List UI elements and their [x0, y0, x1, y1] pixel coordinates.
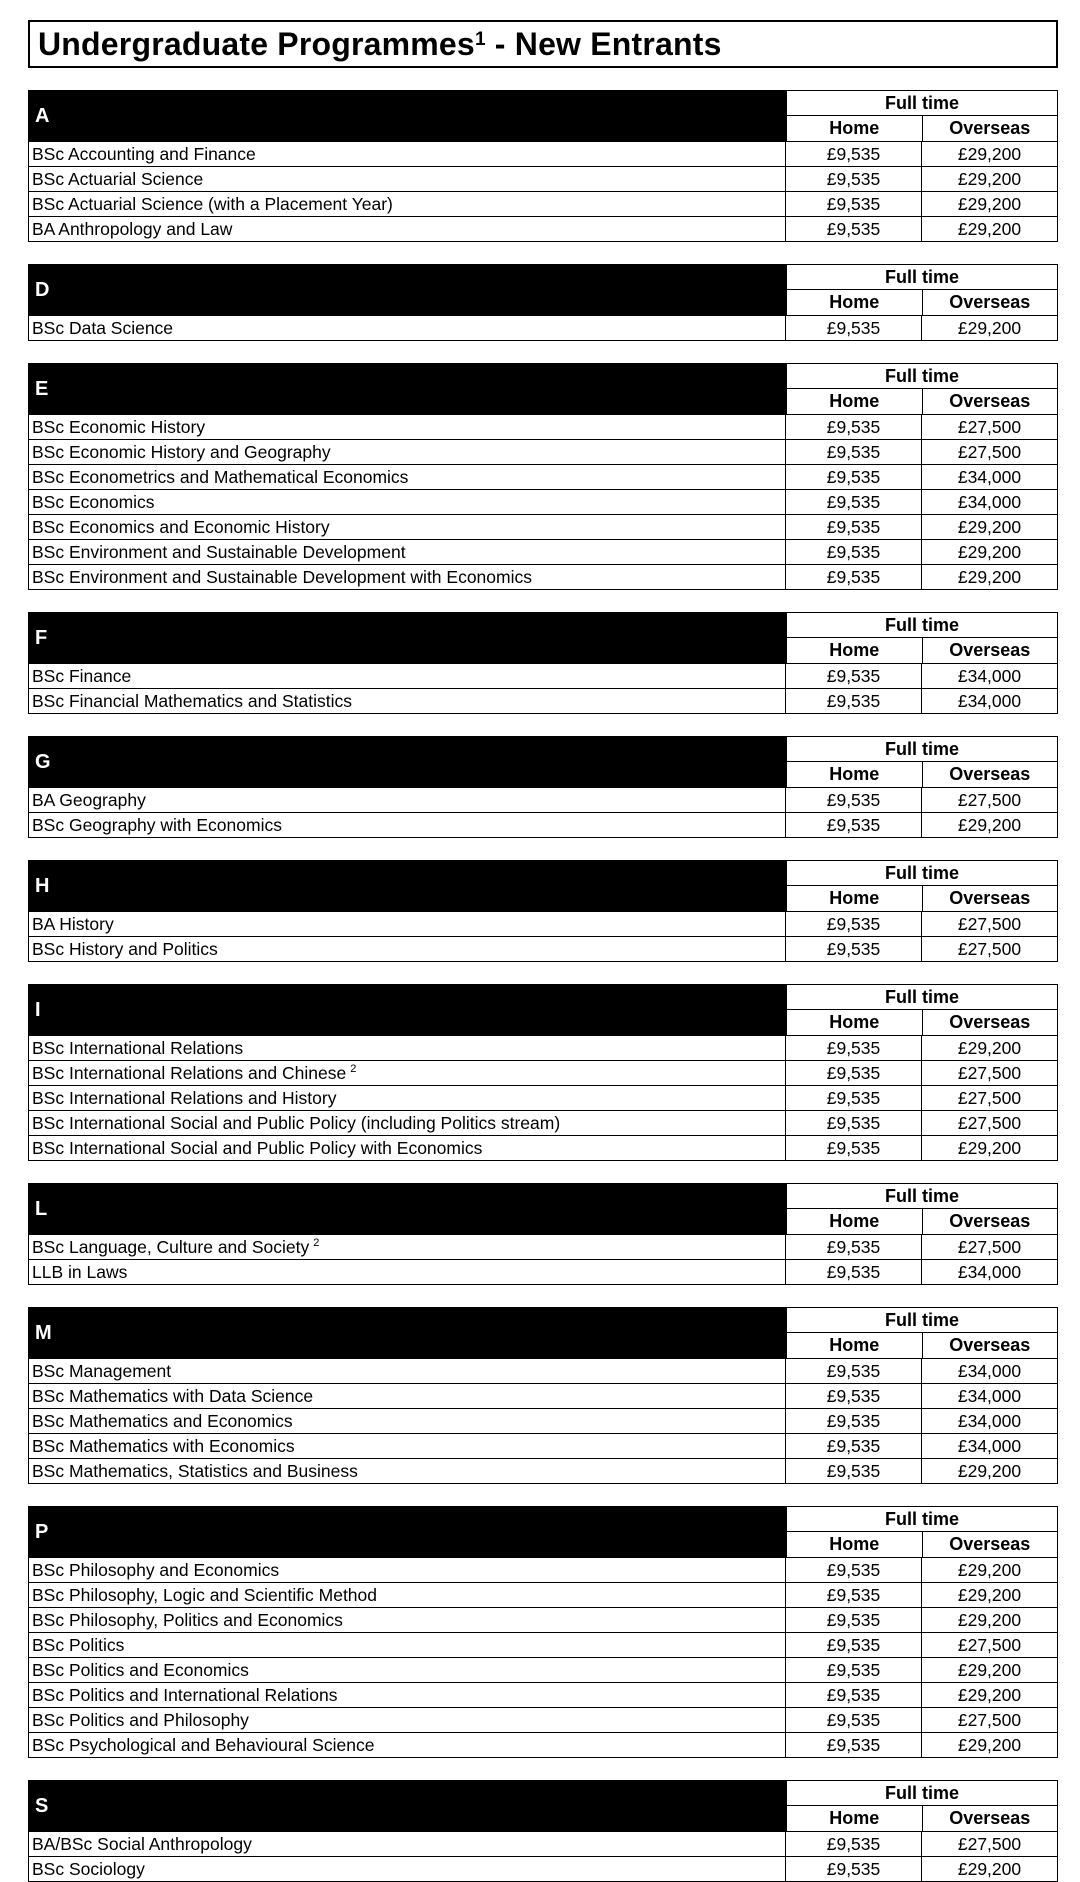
section-letter: A: [29, 91, 786, 141]
overseas-fee: £29,200: [957, 1684, 1022, 1705]
home-fee: £9,535: [786, 1409, 922, 1433]
home-header: Home: [787, 638, 923, 663]
overseas-fee: £29,200: [957, 1734, 1022, 1755]
section-g: [28, 736, 1058, 838]
title-text: Undergraduate Programmes: [38, 25, 475, 62]
overseas-fee: £29,200: [957, 193, 1022, 214]
full-time-header: Full time: [787, 1184, 1057, 1209]
programme-name-cell: [29, 1708, 786, 1732]
overseas-fee: £27,500: [957, 1634, 1022, 1655]
programme-name: BSc Economics: [32, 491, 155, 512]
programme-name: BSc Geography with Economics: [32, 814, 282, 835]
programme-name-cell: [29, 1136, 786, 1160]
programme-name: LLB in Laws: [32, 1261, 128, 1282]
table-row: [29, 1060, 1057, 1085]
table-row: [29, 1657, 1057, 1682]
column-header-group: [786, 737, 1057, 787]
programme-name: BSc Mathematics, Statistics and Business: [32, 1460, 358, 1481]
table-row: [29, 1707, 1057, 1732]
overseas-header: Overseas: [949, 292, 1031, 312]
programme-name: BSc Mathematics with Data Science: [32, 1385, 314, 1406]
programme-name: BA Anthropology and Law: [32, 218, 233, 239]
home-header: Home: [787, 290, 923, 315]
overseas-fee: £27,500: [957, 1062, 1022, 1083]
home-header: Home: [787, 1209, 923, 1234]
overseas-fee: £29,200: [957, 1858, 1022, 1879]
section-l: [28, 1183, 1058, 1285]
section-header: [29, 91, 1057, 141]
home-fee: £9,535: [786, 217, 922, 241]
column-header-group: [786, 364, 1057, 414]
programme-name-cell: [29, 1061, 786, 1085]
table-row: [29, 1408, 1057, 1433]
home-fee: £9,535: [786, 1583, 922, 1607]
home-header: Home: [787, 886, 923, 911]
programme-name-cell: [29, 440, 786, 464]
section-header: [29, 985, 1057, 1035]
programme-name-cell: [29, 1832, 786, 1856]
section-letter: E: [29, 364, 786, 414]
programme-name: BSc Philosophy, Politics and Economics: [32, 1609, 343, 1630]
section-letter: S: [29, 1781, 786, 1831]
overseas-fee: £27,500: [957, 938, 1022, 959]
section-header: [29, 1184, 1057, 1234]
programme-name-cell: [29, 540, 786, 564]
section-header: [29, 364, 1057, 414]
home-fee: £9,535: [786, 664, 922, 688]
table-row: [29, 439, 1057, 464]
programme-name-cell: [29, 217, 786, 241]
programme-name: BA Geography: [32, 789, 146, 810]
programme-name: BSc Politics and International Relations: [32, 1684, 338, 1705]
section-f: [28, 612, 1058, 714]
overseas-fee: £34,000: [957, 1261, 1022, 1282]
programme-name-cell: [29, 1583, 786, 1607]
home-fee: £9,535: [786, 813, 922, 837]
section-i: [28, 984, 1058, 1161]
section-header: [29, 1507, 1057, 1557]
overseas-fee: £34,000: [957, 491, 1022, 512]
overseas-fee: £27,500: [957, 1087, 1022, 1108]
home-fee: £9,535: [786, 912, 922, 936]
home-fee: £9,535: [786, 1434, 922, 1458]
programme-name: BSc Economic History and Geography: [32, 441, 331, 462]
home-fee: £9,535: [786, 1384, 922, 1408]
home-fee: £9,535: [786, 1359, 922, 1383]
programme-name: BSc Accounting and Finance: [32, 143, 256, 164]
column-header-group: [786, 265, 1057, 315]
home-fee: £9,535: [786, 540, 922, 564]
home-header: Home: [787, 1806, 923, 1831]
table-row: [29, 1433, 1057, 1458]
programme-name-cell: [29, 813, 786, 837]
section-h: [28, 860, 1058, 962]
programme-name-cell: [29, 1733, 786, 1757]
programme-name: BSc Economic History: [32, 416, 206, 437]
home-fee: £9,535: [786, 440, 922, 464]
overseas-header: Overseas: [949, 391, 1031, 411]
programme-name: BSc Politics and Philosophy: [32, 1709, 249, 1730]
overseas-fee: £29,200: [957, 317, 1022, 338]
programme-name: BA/BSc Social Anthropology: [32, 1833, 252, 1854]
programme-name-cell: [29, 490, 786, 514]
table-row: [29, 1085, 1057, 1110]
programme-name: BSc Language, Culture and Society: [32, 1236, 310, 1257]
table-row: [29, 1582, 1057, 1607]
programme-name: BSc History and Politics: [32, 938, 218, 959]
section-s: [28, 1780, 1058, 1882]
table-row: [29, 414, 1057, 439]
home-fee: £9,535: [786, 1708, 922, 1732]
home-fee: £9,535: [786, 689, 922, 713]
programme-name: BSc Actuarial Science: [32, 168, 204, 189]
table-row: [29, 1259, 1057, 1284]
column-header-group: [786, 1781, 1057, 1831]
programme-name-cell: [29, 1658, 786, 1682]
table-row: [29, 514, 1057, 539]
home-header: Home: [787, 1333, 923, 1358]
home-fee: £9,535: [786, 515, 922, 539]
home-fee: £9,535: [786, 937, 922, 961]
home-fee: £9,535: [786, 415, 922, 439]
column-header-group: [786, 861, 1057, 911]
home-header: Home: [787, 762, 923, 787]
section-header: [29, 737, 1057, 787]
table-row: [29, 1607, 1057, 1632]
home-fee: £9,535: [786, 142, 922, 166]
section-e: [28, 363, 1058, 590]
full-time-header: Full time: [787, 861, 1057, 886]
overseas-fee: £34,000: [957, 1410, 1022, 1431]
overseas-fee: £34,000: [957, 665, 1022, 686]
column-header-group: [786, 613, 1057, 663]
title-footnote-marker: 1: [474, 29, 486, 50]
home-fee: £9,535: [786, 316, 922, 340]
overseas-fee: £29,200: [957, 541, 1022, 562]
home-fee: £9,535: [786, 1260, 922, 1284]
programme-sections: [28, 90, 1058, 1882]
table-row: [29, 191, 1057, 216]
section-header: [29, 1781, 1057, 1831]
section-letter: F: [29, 613, 786, 663]
home-fee: £9,535: [786, 1111, 922, 1135]
table-row: [29, 1358, 1057, 1383]
column-header-group: [786, 1507, 1057, 1557]
full-time-header: Full time: [787, 364, 1057, 389]
overseas-fee: £29,200: [957, 1037, 1022, 1058]
programme-name: BSc Sociology: [32, 1858, 145, 1879]
home-fee: £9,535: [786, 192, 922, 216]
programme-name-cell: [29, 1260, 786, 1284]
home-fee: £9,535: [786, 1036, 922, 1060]
section-letter: I: [29, 985, 786, 1035]
programme-name: BSc Financial Mathematics and Statistics: [32, 690, 352, 711]
column-header-group: [786, 1184, 1057, 1234]
section-letter: M: [29, 1308, 786, 1358]
programme-name: BSc Actuarial Science (with a Placement Year): [32, 193, 393, 214]
home-fee: £9,535: [786, 465, 922, 489]
full-time-header: Full time: [787, 985, 1057, 1010]
title-suffix: - New Entrants: [485, 25, 722, 62]
table-row: [29, 1135, 1057, 1160]
programme-name-cell: [29, 937, 786, 961]
table-row: [29, 688, 1057, 713]
overseas-fee: £29,200: [957, 1137, 1022, 1158]
overseas-fee: £27,500: [957, 1112, 1022, 1133]
table-row: [29, 315, 1057, 340]
home-header: Home: [787, 389, 923, 414]
section-letter: L: [29, 1184, 786, 1234]
home-fee: £9,535: [786, 1086, 922, 1110]
full-time-header: Full time: [787, 265, 1057, 290]
table-row: [29, 1682, 1057, 1707]
overseas-fee: £29,200: [957, 218, 1022, 239]
programme-name-cell: [29, 415, 786, 439]
programme-name-cell: [29, 192, 786, 216]
section-header: [29, 613, 1057, 663]
full-time-header: Full time: [787, 1308, 1057, 1333]
overseas-fee: £29,200: [957, 1659, 1022, 1680]
table-row: [29, 489, 1057, 514]
overseas-fee: £29,200: [957, 566, 1022, 587]
overseas-fee: £29,200: [957, 814, 1022, 835]
table-row: [29, 812, 1057, 837]
home-fee: £9,535: [786, 1061, 922, 1085]
overseas-fee: £27,500: [957, 1709, 1022, 1730]
section-letter: P: [29, 1507, 786, 1557]
programme-name-cell: [29, 1633, 786, 1657]
home-fee: £9,535: [786, 1857, 922, 1881]
footnote-marker: 2: [313, 1237, 320, 1249]
programme-name: BSc Environment and Sustainable Development: [32, 541, 406, 562]
programme-name: BSc International Social and Public Policy (including Politics stream): [32, 1112, 561, 1133]
overseas-fee: £29,200: [957, 168, 1022, 189]
programme-name: BSc Politics: [32, 1634, 125, 1655]
home-fee: £9,535: [786, 167, 922, 191]
overseas-fee: £27,500: [957, 913, 1022, 934]
table-row: [29, 216, 1057, 241]
home-fee: £9,535: [786, 1633, 922, 1657]
full-time-header: Full time: [787, 1781, 1057, 1806]
programme-name-cell: [29, 1235, 786, 1259]
section-p: [28, 1506, 1058, 1758]
programme-name: BSc International Social and Public Policy with Economics: [32, 1137, 483, 1158]
overseas-fee: £29,200: [957, 1559, 1022, 1580]
programme-name-cell: [29, 912, 786, 936]
overseas-fee: £29,200: [957, 1584, 1022, 1605]
full-time-header: Full time: [787, 613, 1057, 638]
programme-name-cell: [29, 1384, 786, 1408]
table-row: [29, 1035, 1057, 1060]
column-header-group: [786, 985, 1057, 1035]
home-header: Home: [787, 1532, 923, 1557]
overseas-fee: £27,500: [957, 789, 1022, 810]
overseas-header: Overseas: [949, 1211, 1031, 1231]
table-row: [29, 1383, 1057, 1408]
programme-name-cell: [29, 565, 786, 589]
programme-name-cell: [29, 1111, 786, 1135]
overseas-fee: £29,200: [957, 516, 1022, 537]
programme-name: BSc Finance: [32, 665, 132, 686]
programme-name: BSc Politics and Economics: [32, 1659, 249, 1680]
overseas-fee: £34,000: [957, 690, 1022, 711]
home-fee: £9,535: [786, 565, 922, 589]
section-header: [29, 265, 1057, 315]
home-fee: £9,535: [786, 1558, 922, 1582]
column-header-group: [786, 91, 1057, 141]
programme-name-cell: [29, 1359, 786, 1383]
programme-name: BSc Management: [32, 1360, 172, 1381]
table-row: [29, 1732, 1057, 1757]
programme-name-cell: [29, 788, 786, 812]
programme-name: BSc Environment and Sustainable Development with Economics: [32, 566, 532, 587]
overseas-header: Overseas: [949, 640, 1031, 660]
table-row: [29, 787, 1057, 812]
programme-name-cell: [29, 1459, 786, 1483]
overseas-header: Overseas: [949, 1335, 1031, 1355]
overseas-fee: £34,000: [957, 1360, 1022, 1381]
home-fee: £9,535: [786, 788, 922, 812]
programme-name-cell: [29, 1409, 786, 1433]
table-row: [29, 1557, 1057, 1582]
programme-name: BSc International Relations and Chinese: [32, 1062, 347, 1083]
footnote-marker: 2: [350, 1063, 357, 1075]
section-letter: D: [29, 265, 786, 315]
overseas-header: Overseas: [949, 1012, 1031, 1032]
home-fee: £9,535: [786, 1235, 922, 1259]
home-header: Home: [787, 116, 923, 141]
overseas-fee: £27,500: [957, 416, 1022, 437]
home-fee: £9,535: [786, 1608, 922, 1632]
overseas-fee: £34,000: [957, 466, 1022, 487]
home-fee: £9,535: [786, 1832, 922, 1856]
overseas-header: Overseas: [949, 764, 1031, 784]
overseas-fee: £29,200: [957, 1609, 1022, 1630]
programme-name-cell: [29, 142, 786, 166]
programme-name-cell: [29, 316, 786, 340]
home-header: Home: [787, 1010, 923, 1035]
section-a: [28, 90, 1058, 242]
programme-name: BSc International Relations: [32, 1037, 244, 1058]
programme-name: BSc Philosophy, Logic and Scientific Method: [32, 1584, 378, 1605]
programme-name: BSc Philosophy and Economics: [32, 1559, 280, 1580]
overseas-fee: £29,200: [957, 143, 1022, 164]
section-letter: H: [29, 861, 786, 911]
programme-name: BSc Mathematics with Economics: [32, 1435, 295, 1456]
programme-name: BSc Mathematics and Economics: [32, 1410, 293, 1431]
overseas-fee: £27,500: [957, 1833, 1022, 1854]
section-d: [28, 264, 1058, 341]
table-row: [29, 1458, 1057, 1483]
overseas-header: Overseas: [949, 118, 1031, 138]
column-header-group: [786, 1308, 1057, 1358]
table-row: [29, 1234, 1057, 1259]
section-header: [29, 861, 1057, 911]
table-row: [29, 1110, 1057, 1135]
table-row: [29, 464, 1057, 489]
table-row: [29, 539, 1057, 564]
table-row: [29, 141, 1057, 166]
overseas-fee: £34,000: [957, 1385, 1022, 1406]
home-fee: £9,535: [786, 1136, 922, 1160]
programme-name: BSc Data Science: [32, 317, 174, 338]
table-row: [29, 911, 1057, 936]
programme-name-cell: [29, 664, 786, 688]
table-row: [29, 166, 1057, 191]
programme-name-cell: [29, 465, 786, 489]
programme-name-cell: [29, 1857, 786, 1881]
programme-name: BSc International Relations and History: [32, 1087, 337, 1108]
full-time-header: Full time: [787, 1507, 1057, 1532]
programme-name-cell: [29, 1086, 786, 1110]
section-letter: G: [29, 737, 786, 787]
section-m: [28, 1307, 1058, 1484]
overseas-fee: £34,000: [957, 1435, 1022, 1456]
programme-name-cell: [29, 1434, 786, 1458]
table-row: [29, 564, 1057, 589]
home-fee: £9,535: [786, 1658, 922, 1682]
section-header: [29, 1308, 1057, 1358]
overseas-header: Overseas: [949, 888, 1031, 908]
home-fee: £9,535: [786, 1733, 922, 1757]
programme-name-cell: [29, 1036, 786, 1060]
programme-name-cell: [29, 1608, 786, 1632]
full-time-header: Full time: [787, 91, 1057, 116]
home-fee: £9,535: [786, 490, 922, 514]
programme-name-cell: [29, 1558, 786, 1582]
table-row: [29, 1856, 1057, 1881]
programme-name: BSc Economics and Economic History: [32, 516, 330, 537]
programme-name: BA History: [32, 913, 114, 934]
overseas-fee: £29,200: [957, 1460, 1022, 1481]
overseas-header: Overseas: [949, 1808, 1031, 1828]
fees-document: [28, 20, 1058, 1882]
programme-name-cell: [29, 1683, 786, 1707]
full-time-header: Full time: [787, 737, 1057, 762]
table-row: [29, 1632, 1057, 1657]
overseas-fee: £27,500: [957, 441, 1022, 462]
programme-name: BSc Econometrics and Mathematical Economics: [32, 466, 409, 487]
programme-name-cell: [29, 167, 786, 191]
page-title: [28, 20, 1058, 68]
home-fee: £9,535: [786, 1683, 922, 1707]
home-fee: £9,535: [786, 1459, 922, 1483]
programme-name-cell: [29, 689, 786, 713]
overseas-fee: £27,500: [957, 1236, 1022, 1257]
table-row: [29, 936, 1057, 961]
programme-name: BSc Psychological and Behavioural Science: [32, 1734, 375, 1755]
table-row: [29, 663, 1057, 688]
programme-name-cell: [29, 515, 786, 539]
table-row: [29, 1831, 1057, 1856]
overseas-header: Overseas: [949, 1534, 1031, 1554]
